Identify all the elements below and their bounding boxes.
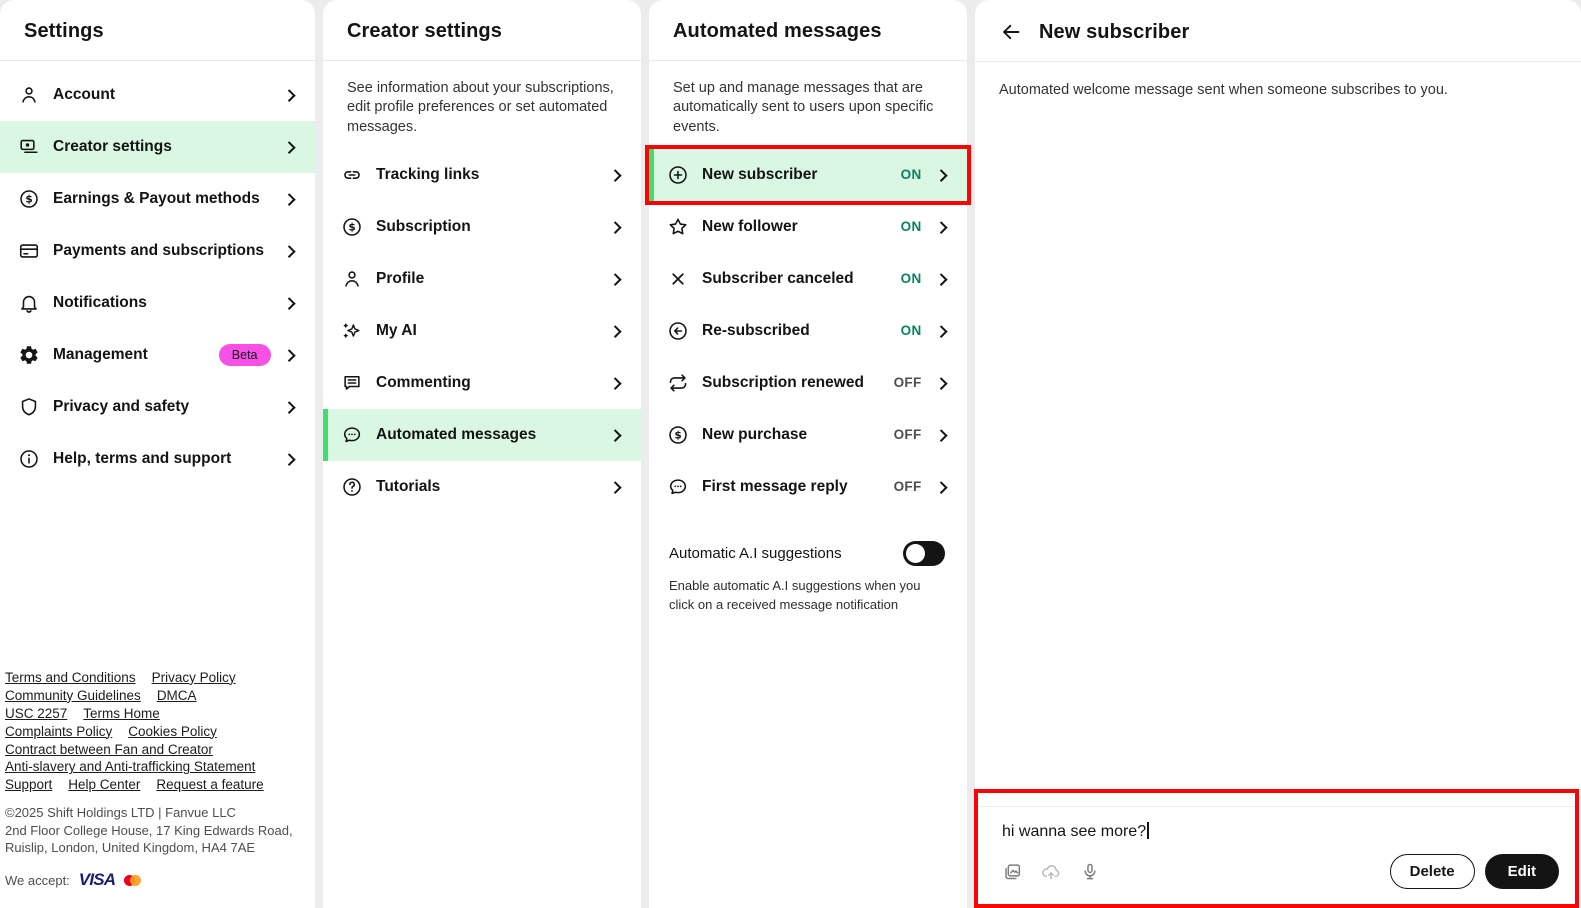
dollar-circle-icon — [18, 188, 40, 210]
chevron-right-icon — [609, 377, 621, 389]
legal-footer — [0, 669, 315, 908]
automated-messages-title: Automated messages — [673, 20, 882, 42]
sidebar-item-payments[interactable]: Payments and subscriptions — [0, 225, 315, 277]
composer-toolbar — [978, 841, 1575, 904]
settings-panel — [0, 0, 315, 908]
cloud-upload-icon[interactable] — [1040, 861, 1062, 883]
we-accept-label: We accept: — [5, 872, 70, 888]
status-badge: ON — [900, 219, 922, 235]
link-anti-slavery[interactable]: Anti-slavery and Anti-trafficking Statement — [5, 759, 256, 775]
link-help-center[interactable]: Help Center — [68, 777, 141, 793]
chevron-right-icon — [609, 325, 621, 337]
repeat-icon — [667, 372, 689, 394]
comment-dots-icon — [667, 476, 689, 498]
user-icon — [341, 268, 363, 290]
link-request-feature[interactable]: Request a feature — [156, 777, 264, 793]
menu-item-new-purchase[interactable]: New purchase OFF — [649, 409, 967, 461]
toggle-knob — [906, 544, 925, 563]
dollar-circle-icon — [341, 216, 363, 238]
visa-logo: VISA — [78, 870, 116, 889]
sidebar-item-management[interactable]: Management Beta — [0, 329, 315, 381]
chevron-right-icon — [283, 89, 295, 101]
sidebar-item-earnings[interactable]: Earnings & Payout methods — [0, 173, 315, 225]
ai-suggestions-toggle[interactable] — [903, 541, 945, 566]
settings-header — [0, 0, 315, 61]
sidebar-item-account[interactable]: Account — [0, 69, 315, 121]
address-line-2: Ruislip, London, United Kingdom, HA4 7AE — [5, 840, 256, 856]
ai-suggestions-row — [649, 541, 967, 566]
chevron-right-icon — [283, 245, 295, 257]
back-arrow-icon[interactable] — [999, 20, 1023, 44]
comment-dots-icon — [341, 424, 363, 446]
creator-settings-panel — [323, 0, 641, 908]
sidebar-item-notifications[interactable]: Notifications — [0, 277, 315, 329]
edit-button[interactable]: Edit — [1485, 854, 1559, 889]
x-icon — [667, 268, 689, 290]
link-privacy-policy[interactable]: Privacy Policy — [151, 669, 236, 685]
text-cursor — [1147, 822, 1149, 839]
settings-nav — [0, 69, 315, 485]
gear-icon — [18, 344, 40, 366]
automated-messages-panel — [649, 0, 967, 908]
automated-messages-nav — [649, 149, 967, 513]
chevron-right-icon — [935, 325, 947, 337]
copyright-text: ©2025 Shift Holdings LTD | Fanvue LLC — [5, 805, 236, 821]
chevron-right-icon — [283, 141, 295, 153]
new-subscriber-title: New subscriber — [1039, 20, 1190, 43]
link-dmca[interactable]: DMCA — [156, 687, 197, 703]
menu-item-subscriber-canceled[interactable]: Subscriber canceled ON — [649, 253, 967, 305]
chevron-right-icon — [935, 377, 947, 389]
status-badge: ON — [900, 167, 922, 183]
star-icon — [667, 216, 689, 238]
comment-lines-icon — [341, 372, 363, 394]
menu-item-my-ai[interactable]: My AI — [323, 305, 641, 357]
link-icon — [341, 164, 363, 186]
new-subscriber-header — [975, 0, 1581, 62]
menu-item-new-subscriber[interactable]: New subscriber ON — [649, 149, 967, 201]
menu-item-subscription-renewed[interactable]: Subscription renewed OFF — [649, 357, 967, 409]
user-icon — [18, 84, 40, 106]
dollar-circle-icon — [667, 424, 689, 446]
mastercard-icon — [124, 875, 141, 886]
chevron-right-icon — [609, 481, 621, 493]
creator-settings-nav — [323, 149, 641, 513]
menu-item-automated-messages[interactable]: Automated messages — [323, 409, 641, 461]
microphone-icon[interactable] — [1079, 861, 1101, 883]
chevron-right-icon — [609, 273, 621, 285]
chevron-right-icon — [935, 221, 947, 233]
chevron-right-icon — [935, 481, 947, 493]
status-badge: ON — [900, 323, 922, 339]
plus-circle-icon — [667, 164, 689, 186]
arrow-left-circle-icon — [667, 320, 689, 342]
message-input[interactable]: hi wanna see more? — [978, 807, 1575, 841]
chevron-right-icon — [609, 221, 621, 233]
bell-icon — [18, 292, 40, 314]
status-badge: OFF — [893, 479, 922, 495]
menu-item-new-follower[interactable]: New follower ON — [649, 201, 967, 253]
question-circle-icon — [341, 476, 363, 498]
ai-suggestions-label: Automatic A.I suggestions — [669, 544, 842, 562]
shield-icon — [18, 396, 40, 418]
link-complaints-policy[interactable]: Complaints Policy — [5, 723, 113, 739]
chevron-right-icon — [609, 429, 621, 441]
status-badge: OFF — [893, 427, 922, 443]
chevron-right-icon — [283, 193, 295, 205]
link-terms-and-conditions[interactable]: Terms and Conditions — [5, 669, 136, 685]
gallery-icon[interactable] — [1001, 861, 1023, 883]
link-community-guidelines[interactable]: Community Guidelines — [5, 687, 141, 703]
beta-badge: Beta — [219, 344, 271, 366]
info-circle-icon — [18, 448, 40, 470]
settings-title: Settings — [24, 20, 104, 42]
status-badge: ON — [900, 271, 922, 287]
creator-settings-header — [323, 0, 641, 61]
new-subscriber-description: Automated welcome message sent when someone subscribes to you. — [999, 82, 1448, 98]
creator-settings-title: Creator settings — [347, 20, 502, 42]
sidebar-item-creator-settings[interactable]: Creator settings — [0, 121, 315, 173]
address-line-1: 2nd Floor College House, 17 King Edwards Road, — [5, 822, 293, 838]
message-composer — [978, 793, 1575, 904]
menu-item-commenting[interactable]: Commenting — [323, 357, 641, 409]
chevron-right-icon — [283, 453, 295, 465]
automated-messages-description: Set up and manage messages that are automatically sent to users upon specific events. — [673, 80, 934, 135]
sparkle-icon — [341, 320, 363, 342]
sidebar-item-help[interactable]: Help, terms and support — [0, 433, 315, 485]
menu-item-profile[interactable]: Profile — [323, 253, 641, 305]
ai-suggestions-description: Enable automatic A.I suggestions when you click on a received message notification — [669, 577, 921, 612]
status-badge: OFF — [893, 375, 922, 391]
link-contract-fan-creator[interactable]: Contract between Fan and Creator — [5, 741, 213, 757]
link-usc-2257[interactable]: USC 2257 — [5, 705, 68, 721]
automated-messages-header — [649, 0, 967, 61]
chevron-right-icon — [935, 169, 947, 181]
delete-button[interactable]: Delete — [1390, 854, 1475, 889]
menu-item-first-message-reply[interactable]: First message reply OFF — [649, 461, 967, 513]
chevron-right-icon — [935, 273, 947, 285]
chevron-right-icon — [283, 297, 295, 309]
chevron-right-icon — [283, 349, 295, 361]
chevron-right-icon — [935, 429, 947, 441]
link-support[interactable]: Support — [5, 777, 53, 793]
chevron-right-icon — [609, 169, 621, 181]
credit-card-icon — [18, 240, 40, 262]
sidebar-item-privacy[interactable]: Privacy and safety — [0, 381, 315, 433]
menu-item-subscription[interactable]: Subscription — [323, 201, 641, 253]
menu-item-re-subscribed[interactable]: Re-subscribed ON — [649, 305, 967, 357]
creator-card-icon — [18, 136, 40, 158]
link-cookies-policy[interactable]: Cookies Policy — [128, 723, 217, 739]
menu-item-tutorials[interactable]: Tutorials — [323, 461, 641, 513]
new-subscriber-panel — [975, 0, 1581, 908]
chevron-right-icon — [283, 401, 295, 413]
link-terms-home[interactable]: Terms Home — [83, 705, 160, 721]
menu-item-tracking-links[interactable]: Tracking links — [323, 149, 641, 201]
creator-settings-description: See information about your subscriptions, edit profile preferences or set automated messages. — [347, 80, 614, 135]
